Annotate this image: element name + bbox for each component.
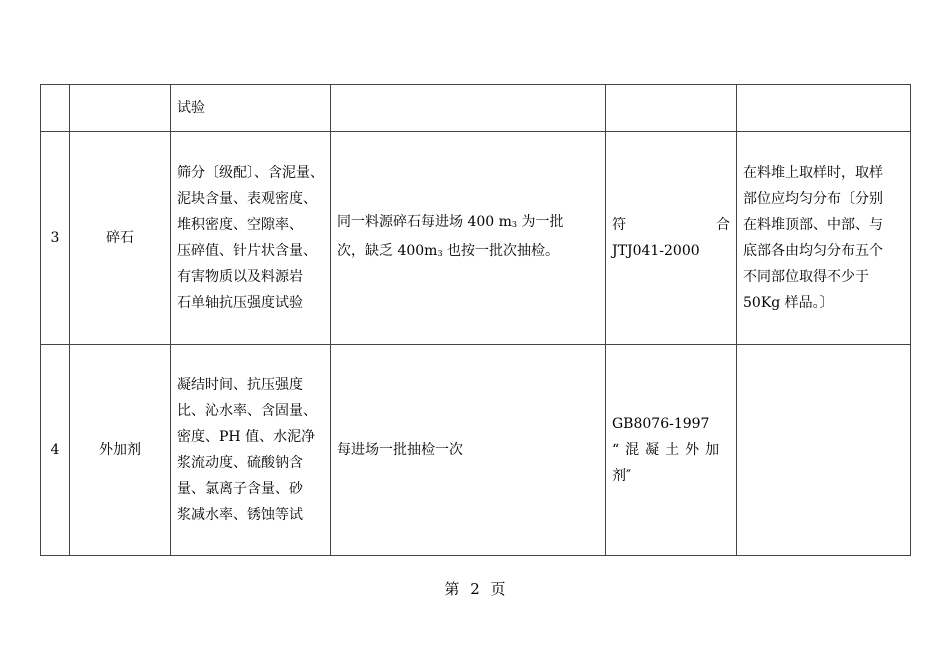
text-line: 堆积密度、空隙率、	[177, 217, 303, 233]
standard-cell	[606, 345, 737, 556]
page-suffix: 页	[490, 580, 506, 598]
text-line: 试验	[177, 100, 205, 116]
text-line: 浆减水率、锈蚀等试	[177, 507, 303, 523]
text-line: 部位应均匀分布〔分别	[743, 191, 883, 207]
text-line: 剂″	[612, 468, 632, 484]
text-line: 压碎值、针片状含量、	[177, 243, 317, 259]
frequency-cell	[331, 132, 606, 345]
text-line: JTJ041-2000	[612, 243, 700, 259]
remarks-cell	[737, 85, 911, 132]
text-line: 有害物质以及料源岩	[177, 269, 303, 285]
text-line: “混凝土外加	[612, 442, 726, 458]
text-line: 每进场一批抽检一次	[337, 442, 463, 458]
text-line: 筛分〔级配〕、含泥量、	[177, 165, 324, 181]
remarks-cell	[737, 345, 911, 556]
text-line: 在料堆上取样时，取样	[743, 165, 883, 181]
test-items-cell	[171, 132, 331, 345]
text-line: 次，缺乏 400m3 也按一批次抽检。	[337, 243, 559, 259]
page-number: 2	[470, 580, 480, 598]
text-line: 在料堆顶部、中部、与	[743, 217, 883, 233]
material-name-cell: 外加剂	[70, 345, 171, 556]
material-name-cell: 碎石	[70, 132, 171, 345]
table-row	[41, 132, 911, 345]
frequency-cell	[331, 85, 606, 132]
test-items-cell	[171, 345, 331, 556]
page-footer	[0, 578, 950, 599]
table-row	[41, 85, 911, 132]
page-prefix: 第	[444, 580, 460, 598]
standard-cell	[606, 85, 737, 132]
text-line: 浆流动度、硫酸钠含	[177, 455, 303, 471]
text-line: 石单轴抗压强度试验	[177, 295, 303, 311]
inspection-table	[40, 84, 911, 556]
text-line: 凝结时间、抗压强度	[177, 377, 303, 393]
remarks-cell	[737, 132, 911, 345]
material-name-cell	[70, 85, 171, 132]
text-line: 不同部位取得不少于	[743, 269, 869, 285]
row-number-cell: 4	[41, 345, 70, 556]
test-items-cell	[171, 85, 331, 132]
row-number-cell	[41, 85, 70, 132]
text-line: GB8076-1997	[612, 416, 710, 432]
text-line: 量、氯离子含量、砂	[177, 481, 303, 497]
text-line: 底部各由均匀分布五个	[743, 243, 883, 259]
row-number-cell: 3	[41, 132, 70, 345]
frequency-cell	[331, 345, 606, 556]
text-line: 密度、PH 值、水泥净	[177, 429, 316, 445]
text-line: 50Kg 样品。〕	[743, 295, 834, 311]
text-line: 同一料源碎石每进场 400 m3 为一批	[337, 214, 564, 230]
standard-cell	[606, 132, 737, 345]
text-line: 符 合	[612, 217, 730, 233]
text-line: 泥块含量、表观密度、	[177, 191, 317, 207]
text-line: 比、沁水率、含固量、	[177, 403, 317, 419]
table-row	[41, 345, 911, 556]
